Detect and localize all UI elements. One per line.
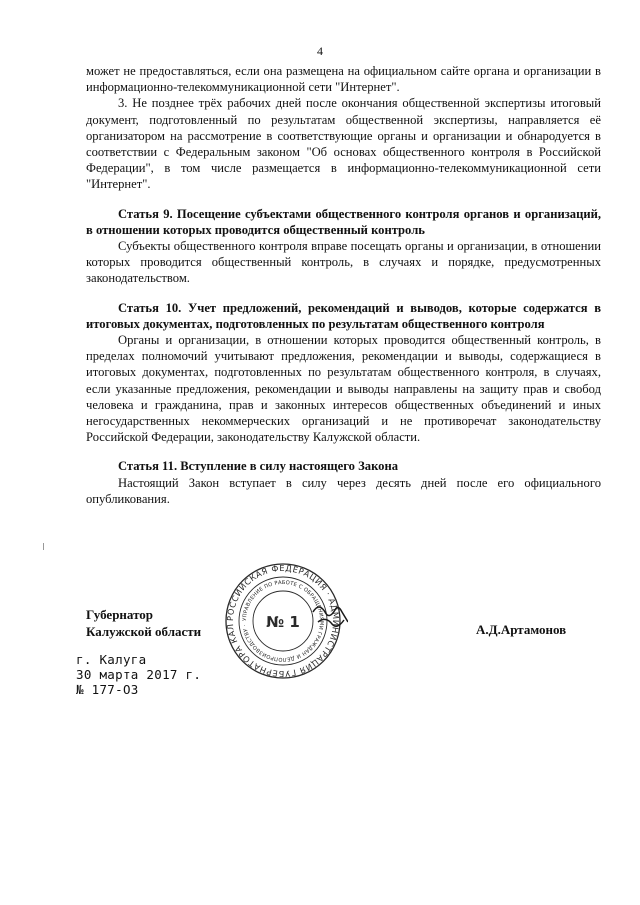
signatory-title-line2: Калужской области — [86, 624, 202, 639]
registration-city: г. Калуга — [76, 652, 147, 667]
article-10-heading: Статья 10. Учет предложений, рекомендаций и выводов, которые содержатся в итоговых документах, подготовленных по результатам общественного контроля — [86, 300, 601, 331]
article-10-text: Органы и организации, в отношении которых проводится общественный контроль, в пределах полномочий учитывают предложения, рекомендации и выводы, содержащиеся в итоговых документах, подготовленных по результатам общественного контроля, в случаях, если указанные предложения, рекомендации и выводы направлены на защиту прав и свобод человека и гражданина, прав и законных интересов общественных объединений и иных негосударственных некоммерческих организаций и не противоречат законодательству Российской Федерации, законодательству Калужской области. — [86, 333, 601, 445]
stamp-outer-text: РОССИЙСКАЯ ФЕДЕРАЦИЯ · АДМИНИСТРАЦИЯ ГУБЕРНАТОРА КАЛ — [224, 562, 342, 680]
stamp-seal-icon — [218, 562, 348, 680]
official-stamp — [218, 562, 348, 685]
stamp-inner-text: УПРАВЛЕНИЕ ПО РАБОТЕ С ОБРАЩЕНИЯМИ ГРАЖДАН И ДЕЛОПРОИЗВОДСТВУ · — [241, 579, 325, 663]
paragraph-intro: может не предоставляться, если она размещена на официальном сайте органа и организации в информационно-телекоммуникационной сети "Интернет". — [86, 64, 601, 95]
article-11-text: Настоящий Закон вступает в силу через десять дней после его официального опубликования. — [86, 475, 601, 506]
registration-number: № 177-ОЗ — [76, 682, 139, 697]
signatory-title-line1: Губернатор — [86, 607, 154, 622]
paragraph-3: 3. Не позднее трёх рабочих дней после окончания общественной экспертизы итоговый документ, подготовленный по результатам общественной экспертизы, направляется её организатором на рассмотрение в соответствующие органы и организации и обнародуется в соответствии с Федеральным законом "Об основах общественного контроля в Российской Федерации", в том числе размещается в информационно-телекоммуникационной сети "Интернет". — [86, 96, 601, 192]
signatory-name: А.Д.Артамонов — [476, 622, 567, 637]
article-9-text: Субъекты общественного контроля вправе посещать органы и организации, в отношении которых проводится общественный контроль, в случаях и порядке, предусмотренных законодательством. — [86, 239, 601, 286]
page-number: 4 — [317, 44, 323, 58]
stamp-number: № 1 — [266, 613, 300, 631]
registration-block — [76, 652, 201, 697]
document-body — [86, 63, 601, 507]
article-9-heading: Статья 9. Посещение субъектами общественного контроля органов и организаций, в отношении которых проводится общественный контроль — [86, 206, 601, 237]
margin-mark — [43, 543, 44, 550]
registration-date: 30 марта 2017 г. — [76, 667, 202, 682]
signatory-title — [86, 606, 201, 640]
article-11-heading: Статья 11. Вступление в силу настоящего Закона — [118, 459, 399, 474]
